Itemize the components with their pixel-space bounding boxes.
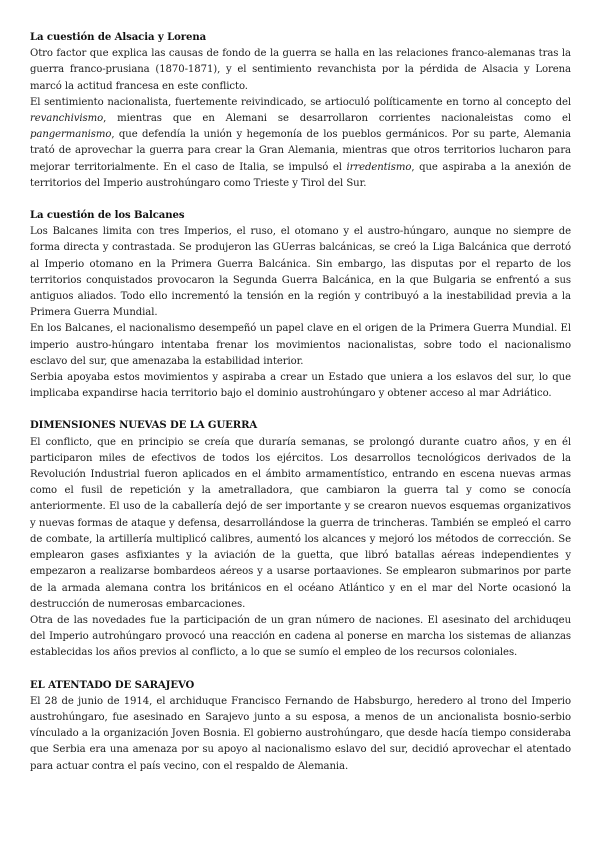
text-run: , mientras que en Alemani se desarrollaron corrientes nacionaleistas como el	[103, 113, 571, 125]
paragraph: Los Balcanes limita con tres Imperios, el ruso, el otomano y el austro-húngaro, aunque no siempre de forma directa y contrastada. Se produjeron las GUerras balcánicas, se creó la Liga Balcánica que derrotó al Imperio otomano en la Primera Guerra Balcánica. Sin embargo, las disputas por el reparto de los territorios conquistados provocaron la Segunda Guerra Balcánica, en la que Bulgaria se enfrentó a sus antiguos aliados. Todo ello incrementó la tensión en la región y contribuyó a la inestabilidad previa a la Primera Guerra Mundial.	[30, 226, 571, 319]
paragraph: En los Balcanes, el nacionalismo desempeñó un papel clave en el origen de la Primera Guerra Mundial. El imperio austro-húngaro intentaba frenar los movimientos nacionalistas, sobre todo el nacionalismo esclavo del sur, que amenazaba la estabilidad interior.	[30, 323, 571, 367]
text-run: El sentimiento nacionalista, fuertemente reivindicado, se artioculó políticamente en torno al concepto del	[30, 96, 571, 108]
text-run: , que defendía la unión y hegemonía de los pueblos germánicos. Por su parte, Alemania trató de aprovechar la guerra para crear la Gran Alemania, mientras que otros territorios lucharon para mejorar territorialmente. En el caso de Italia, se impulsó el	[30, 129, 571, 173]
paragraph: Otro factor que explica las causas de fondo de la guerra se halla en las relaciones franco-alemanas tras la guerra franco-prusiana (1870-1871), y el sentimiento revanchista por la pérdida de Alsacia y Lorena marcó la actitud francesa en este conflicto.	[30, 48, 571, 92]
paragraph	[30, 95, 571, 192]
paragraph: Otra de las novedades fue la participación de un gran número de naciones. El asesinato del archiduqeu del Imperio autrohúngaro provocó una reacción en cadena al ponerse en marcha los sistemas de alianzas establecidas los años previos al conflicto, a lo que se sumío el empleo de los recursos coloniales.	[30, 614, 571, 659]
section-dimensiones-guerra	[30, 418, 571, 661]
section-heading: DIMENSIONES NUEVAS DE LA GUERRA	[30, 420, 258, 432]
section-heading: EL ATENTADO DE SARAJEVO	[30, 679, 195, 691]
text-run: , que aspiraba a la anexión de territorios del Imperio austrohúngaro como Trieste y Tirol del Sur.	[30, 161, 571, 189]
section-heading: La cuestión de Alsacia y Lorena	[30, 32, 207, 43]
italic-term: revanchivismo	[30, 113, 104, 125]
paragraph: El conflicto, que en principio se creía que duraría semanas, se prolongó durante cuatro años, y en él participaron miles de efectivos de todos los ejércitos. Los desarrollos tecnológicos derivados de la Revolución Industrial fueron aplicados en el ámbito armamentístico, entrando en escena nuevas armas como el fusil de repetición y la ametralladora, que cambiaron la guerra tal y como se conocía anteriormente. El uso de la caballería dejó de ser importante y se crearon nuevos esquemas organizativos y nuevas formas de ataque y defensa, desarrollándose la guerra de trincheras. También se empleó el carro de combate, la artillería multiplicó calibres, aumentó los alcances y mejoró los métodos de corrección. Se emplearon gases asfixiantes y la aviación de la guetta, que libró batallas aéreas independientes y empezaron a realizarse bombardeos aéreos y a usarse portaaviones. Se emplearon submarinos por parte de la armada alemana contra los británicos en el océano Atlántico y en el mar del Norte ocasionó la destrucción de numerosas embarcaciones.	[30, 436, 571, 610]
italic-term: irredentismo	[346, 161, 412, 173]
document-page	[30, 30, 571, 775]
section-alsacia-lorena	[30, 30, 571, 192]
section-atentado-sarajevo	[30, 678, 571, 775]
paragraph: Serbia apoyaba estos movimientos y aspiraba a crear un Estado que uniera a los eslavos del sur, lo que implicaba expandirse hacia territorio bajo el dominio austrohúngaro y obtener acceso al mar Adriático.	[30, 372, 571, 400]
italic-term: pangermanismo	[30, 129, 112, 141]
section-heading: La cuestión de los Balcanes	[30, 210, 185, 222]
section-balcanes	[30, 208, 571, 402]
paragraph: El 28 de junio de 1914, el archiduque Francisco Fernando de Habsburgo, heredero al trono del Imperio austrohúngaro, fue asesinado en Sarajevo junto a su esposa, a menos de un ancionalista bosnio-serbio vínculado a la organización Joven Bosnia. El gobierno austrohúngaro, que desde hacía tiempo consideraba que Serbia era una amenaza por su apoyo al nacionalismo eslavo del sur, decidió aprovechar el atentado para actuar contra el país vecino, con el respaldo de Alemania.	[30, 695, 571, 772]
